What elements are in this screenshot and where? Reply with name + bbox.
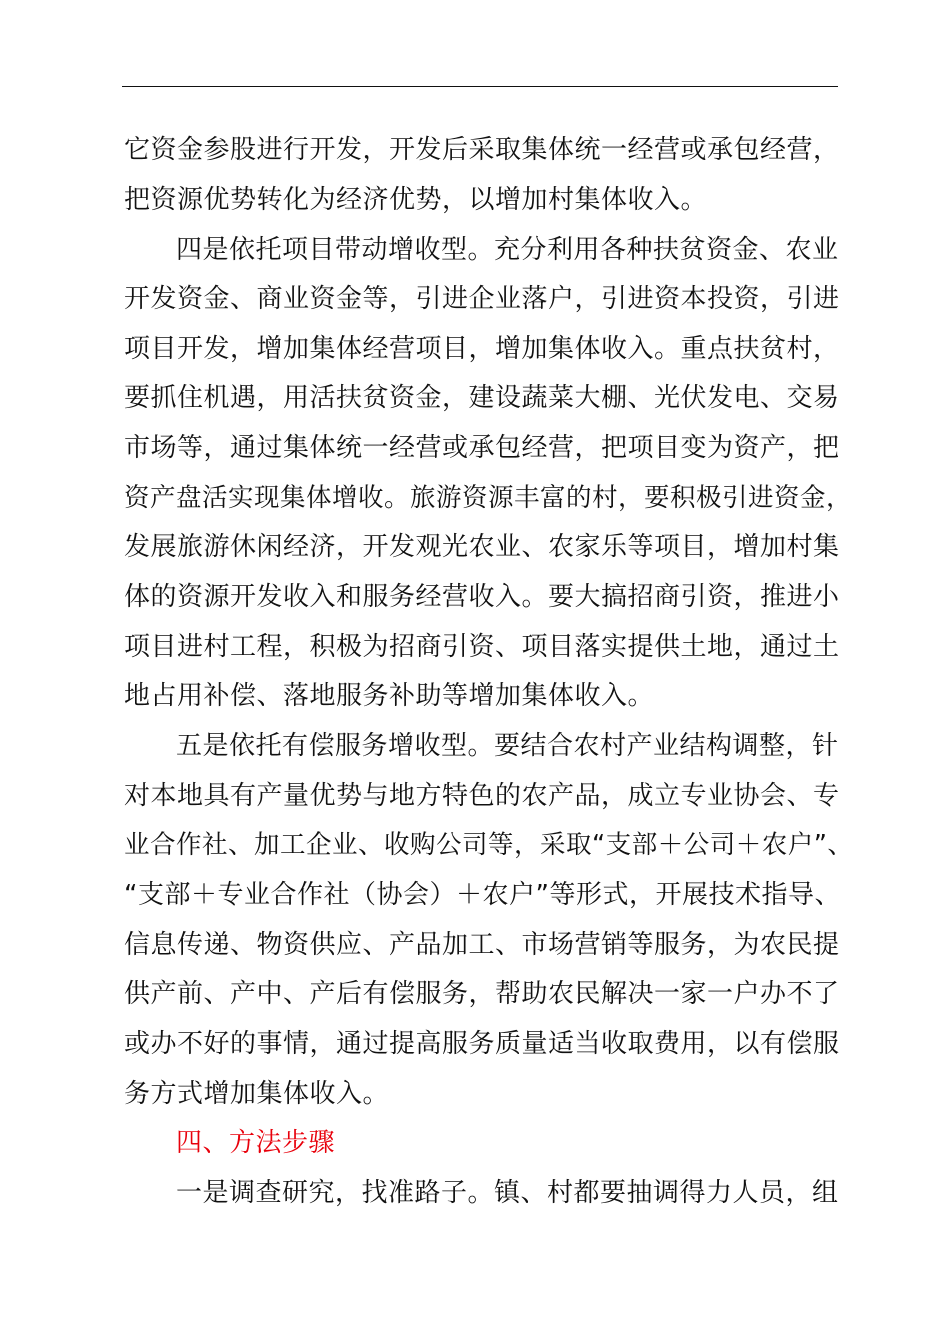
text-line: 它资金参股进行开发，开发后采取集体统一经营或承包经营， — [124, 135, 840, 165]
text-line: 发展旅游休闲经济，开发观光农业、农家乐等项目，增加村集 — [124, 532, 840, 562]
section-heading: 四、方法步骤 — [176, 1128, 336, 1158]
text-line: 地占用补偿、落地服务补助等增加集体收入。 — [124, 681, 655, 711]
text-line: 或办不好的事情，通过提高服务质量适当收取费用，以有偿服 — [124, 1029, 840, 1059]
header-rule — [122, 86, 838, 87]
text-line: 把资源优势转化为经济优势，以增加村集体收入。 — [124, 185, 708, 215]
text-line: 项目开发，增加集体经营项目，增加集体收入。重点扶贫村， — [124, 334, 840, 364]
text-line: 开发资金、商业资金等，引进企业落户，引进资本投资，引进 — [124, 284, 840, 314]
text-line: 信息传递、物资供应、产品加工、市场营销等服务，为农民提 — [124, 930, 840, 960]
text-line: 供产前、产中、产后有偿服务，帮助农民解决一家一户办不了 — [124, 979, 840, 1009]
text-line: 对本地具有产量优势与地方特色的农产品，成立专业协会、专 — [124, 781, 840, 811]
text-line: 市场等，通过集体统一经营或承包经营，把项目变为资产，把 — [124, 433, 840, 463]
paragraph-start-line: 一是调查研究，找准路子。镇、村都要抽调得力人员，组 — [176, 1178, 839, 1208]
text-line: 项目进村工程，积极为招商引资、项目落实提供土地，通过土 — [124, 632, 840, 662]
text-line: “支部＋专业合作社（协会）＋农户”等形式，开展技术指导、 — [124, 880, 841, 910]
paragraph-start-line: 四是依托项目带动增收型。充分利用各种扶贫资金、农业 — [176, 235, 839, 265]
text-line: 要抓住机遇，用活扶贫资金，建设蔬菜大棚、光伏发电、交易 — [124, 383, 840, 413]
text-line: 务方式增加集体收入。 — [124, 1079, 390, 1109]
text-line: 资产盘活实现集体增收。旅游资源丰富的村，要积极引进资金， — [124, 483, 853, 513]
text-line: 业合作社、加工企业、收购公司等，采取“支部＋公司＋农户”、 — [124, 830, 854, 860]
paragraph-start-line: 五是依托有偿服务增收型。要结合农村产业结构调整，针 — [176, 731, 839, 761]
text-line: 体的资源开发收入和服务经营收入。要大搞招商引资，推进小 — [124, 582, 840, 612]
